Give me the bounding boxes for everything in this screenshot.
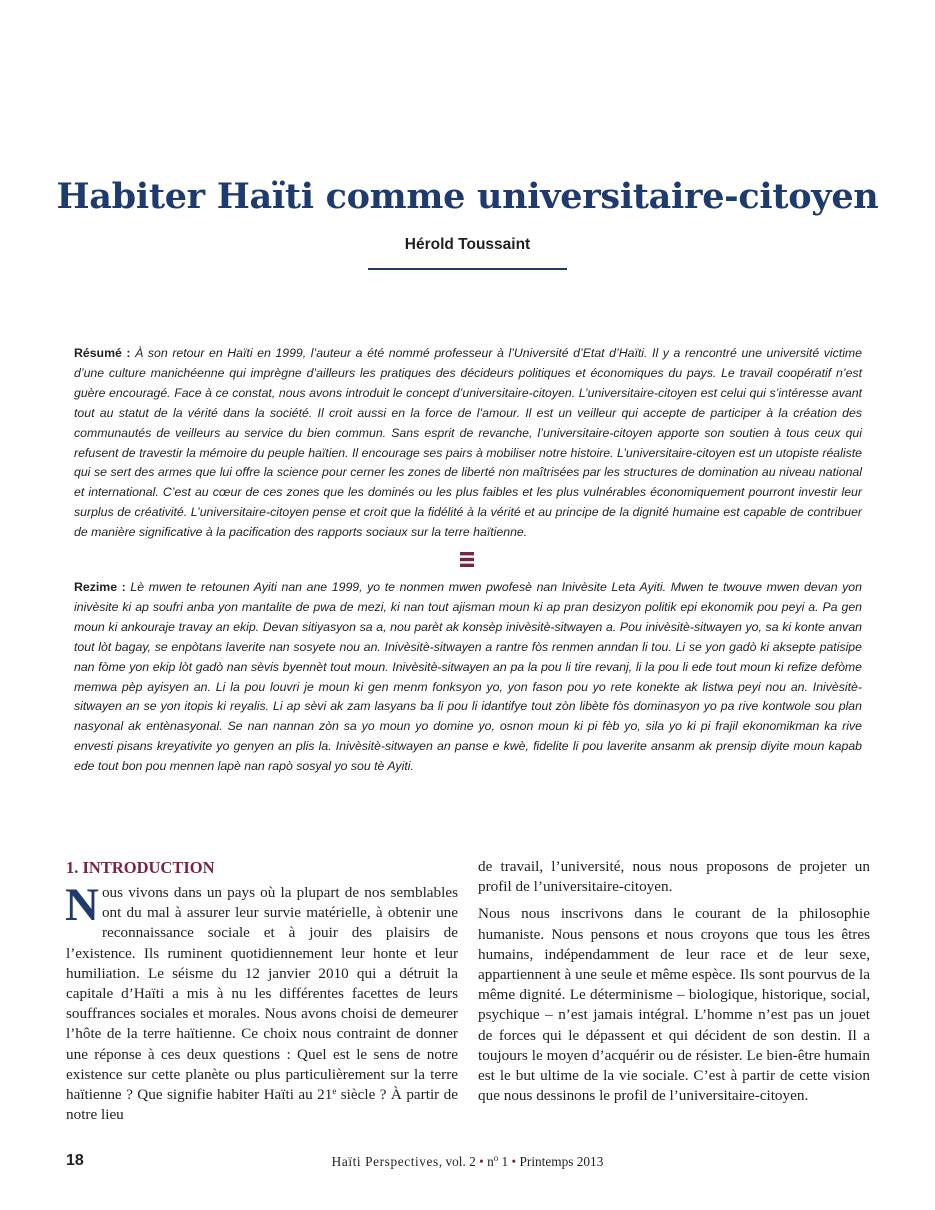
- journal-footer: [0, 1154, 935, 1170]
- footer-season: Printemps 2013: [516, 1154, 604, 1169]
- author-underline: [368, 268, 567, 270]
- body-column-left: [66, 858, 458, 1125]
- intro-paragraph-2: Nous nous inscrivons dans le courant de la philosophie humaniste. Nous pensons et nous croyons que tous les êtres humains, indépendamment de leur race et de leur sexe, appartiennent à une seule et même espèce. Ils sont pourvus de la même dignité. Le déterminisme – biologique, historique, social, psychique – n’est jamais intégral. L’homme n’est pas un jouet de forces qui le dépassent et qui décident de son destin. Il a toujours le moyen d’acquérir ou de résister. Le bien-être humain est le but ultime de la vie sociale. C’est à partir de cette vision que nous dessinons le profil de l’universitaire-citoyen.: [478, 905, 870, 1105]
- footer-issue-prefix: n: [483, 1154, 494, 1169]
- author-name: Hérold Toussaint: [404, 236, 531, 253]
- footer-volume: , vol. 2: [438, 1154, 480, 1169]
- body-column-right: [478, 857, 870, 1106]
- journal-name: Haïti Perspectives: [331, 1154, 439, 1169]
- abstract-creole: [74, 578, 862, 777]
- abstract-french-text: À son retour en Haïti en 1999, l’auteur a été nommé professeur à l’Université d’Etat d’Haïti. Il y a rencontré une université victime d’une culture manichéenne qui imprègne d’ailleurs les pratiques des décideurs politiques et économiques du pays. Le travail coopératif n’est guère encouragé. Face à ce constat, nous avons introduit le concept d’universitaire-citoyen. L’universitaire-citoyen est celui qui s’intéresse avant tout au statut de la vérité dans la société. Il croit aussi en la force de l’amour. Il est un veilleur qui accepte de participer à la création des communautés de veilleurs au service du bien commun. Sans esprit de revanche, l’universitaire-citoyen apporte son soutien à tous ceux qui refusent de travestir la mémoire du peuple haïtien. Il encourage ses pairs à mobiliser notre histoire. L’universitaire-citoyen est un utopiste réaliste qui se sert des armes que lui offre la science pour cerner les zones de liberté non maîtrisées par les structures de domination au niveau national et international. C’est au cœur de ces zones que les dominés ou les plus faibles et les plus vulnérables économiquement pourront investir leur surplus de créativité. L’universitaire-citoyen pense et croit que la fidélité à la vérité et au principe de la dignité humaine est capable de contribuer de manière significative à la pacification des rapports sociaux sur la terre haïtienne.: [74, 346, 863, 540]
- intro-paragraph-1: [65, 879, 458, 1125]
- abstract-creole-label: Rezime :: [74, 580, 126, 594]
- footer-issue-number: 1: [498, 1154, 512, 1169]
- page-number: 18: [66, 1152, 84, 1169]
- section-heading: 1. INTRODUCTION: [66, 858, 215, 877]
- footer-issue-superscript: o: [493, 1153, 499, 1163]
- superscript-e: e: [332, 1086, 337, 1097]
- article-title: Habiter Haïti comme universitaire-citoyen: [56, 176, 879, 217]
- footer-bullet-1: •: [479, 1154, 484, 1169]
- footer-bullet-2: •: [511, 1154, 517, 1169]
- drop-cap: N: [65, 879, 99, 931]
- three-bar-separator-icon: [460, 552, 474, 567]
- intro-paragraph-1-text-b: siècle ? À partir de notre lieu: [66, 1086, 458, 1124]
- intro-paragraph-1-text-a: ous vivons dans un pays où la plupart de nos semblables ont du mal à assurer leur survie matérielle, à obtenir une reconnaissance sociale et à jouir des plaisirs de l’existence. Ils ruminent quotidiennement leur honte et leur humiliation. Le séisme du 12 janvier 2010 qui a détruit la capitale d’Haïti a mis à nu les différentes facettes de leurs souffrances sociales et morales. Nous avons choisi de demeurer l’hôte de la terre haïtienne. Ce choix nous contraint de donner une réponse à ces deux questions : Quel est le sens de notre existence sur cette planète ou plus particulièrement sur la terre haïtienne ? Que signifie habiter Haïti au 21: [66, 884, 458, 1104]
- intro-paragraph-1-continued: de travail, l’université, nous nous proposons de projeter un profil de l’universitaire-citoyen.: [478, 858, 870, 896]
- abstract-creole-text: Lè mwen te retounen Ayiti nan ane 1999, yo te nonmen mwen pwofesè nan Inivèsite Leta Ayiti. Mwen te twouve mwen devan yon inivèsite ki ap soufri anba yon mantalite de pwa de mezi, ki nan tout ajisman moun ki ap pran desizyon politik epi ekonomik pou peyi a. Pa gen moun ki ankouraje travay an ekip. Devan sitiyasyon sa a, nou parèt ak konsèp inivèsitè-sitwayen a. Pou inivèsitè-sitwayen yo, sa ki konte anvan tout lòt bagay, se enpòtans laverite nan sosyete nou an. Inivèsitè-sitwayen a rantre fòs renmen anndan li tou. Li se yon gadò ki aksepte patisipe nan fòme yon ekip lòt gadò nan sèvis byennèt tout moun. Inivèsitè-sitwayen an pa la pou li tire revanj, li la pou li ede tout moun ki refize defòme memwa pèp ayisyen an. Li la pou louvri je moun ki gen menm fonksyon yo, yon fason pou yo rete konekte ak listwa peyi nou an. Inivèsitè-sitwayen an se yon itopis ki reyalis. Li ap sèvi ak zam lasyans ba li pou li idantifye tout zòn libète fòs dominasyon yo pa rive kontwole sou plan nasyonal ak entènasyonal. Se nan nannan zòn sa yo moun yo domine yo, osnon moun ki pi fèb yo, sila yo ki pi frajil ekonomikman ka rive envesti pisans kreyativite yo genyen an plis la. Inivèsitè-sitwayen an panse e kwè, fidelite li pou laverite ansanm ak prensip diyite moun kapab ede tout bon pou mennen lapè nan rapò sosyal yo sou tè Ayiti.: [74, 580, 862, 774]
- abstract-french-label: Résumé :: [74, 346, 131, 360]
- abstract-french: [74, 344, 862, 543]
